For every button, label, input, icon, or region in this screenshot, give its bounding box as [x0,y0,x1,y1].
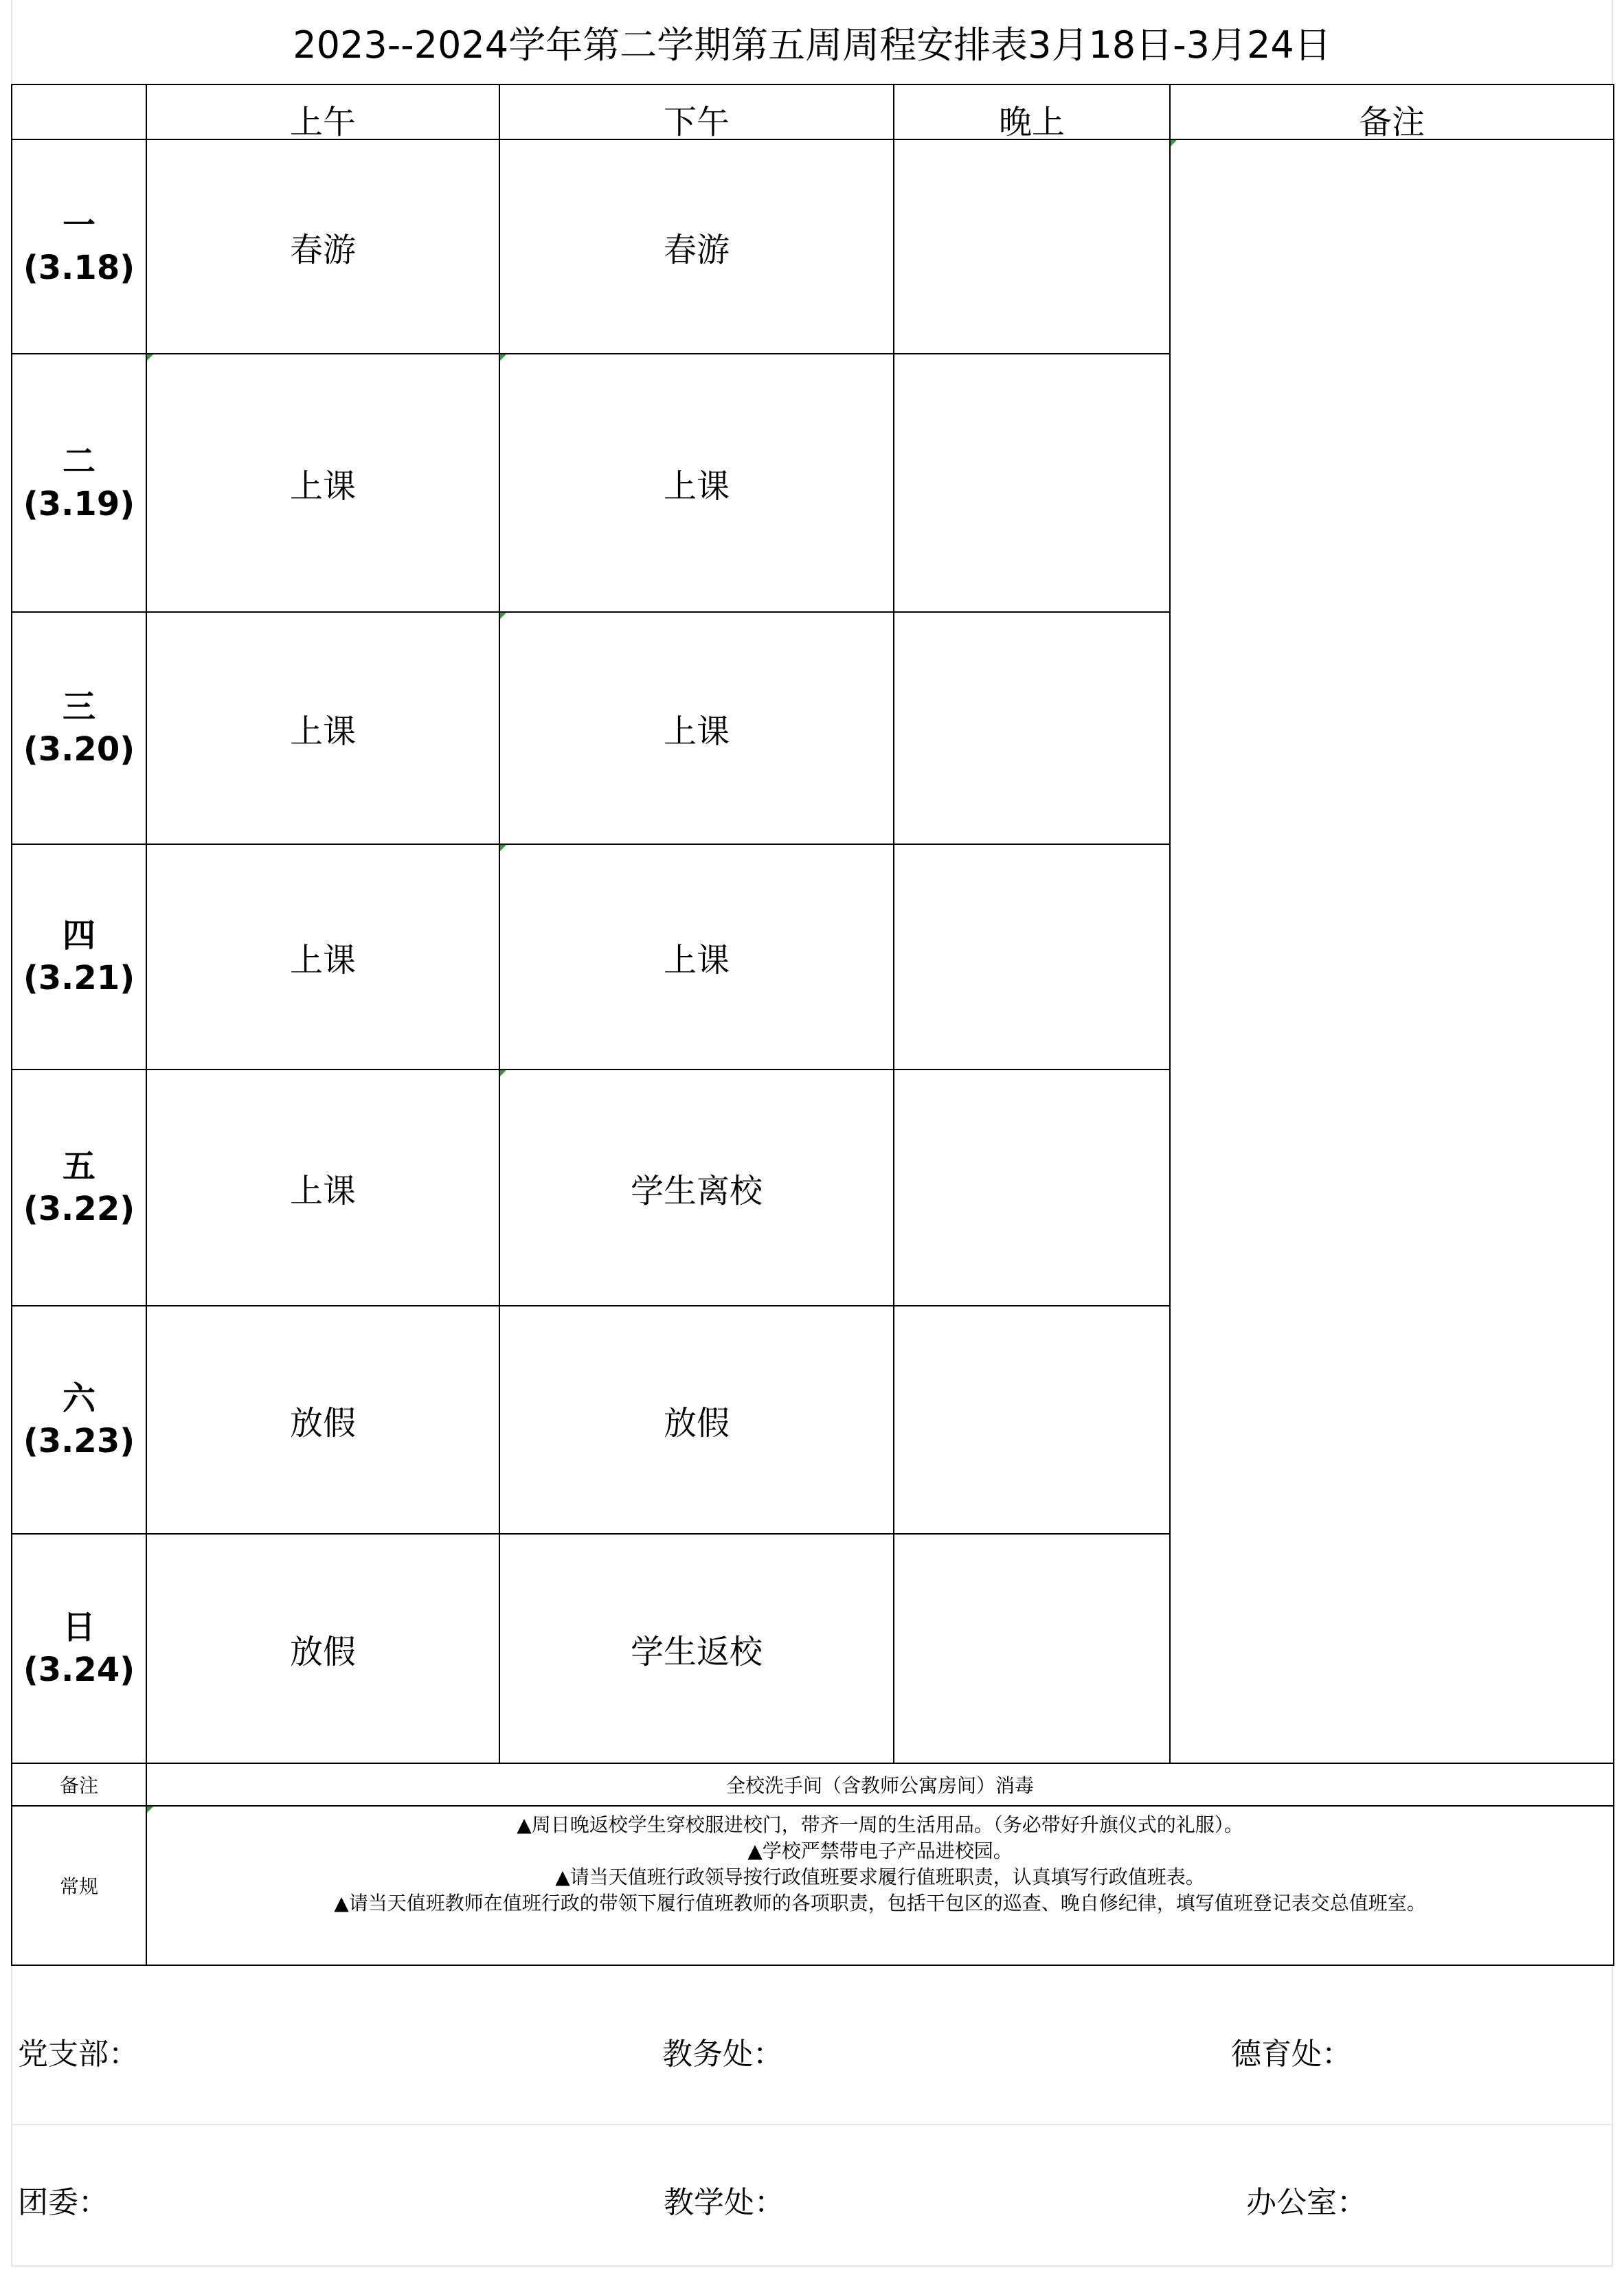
day-label: 六 (3.23) [12,1306,146,1534]
remarks-text: 全校洗手间（含教师公寓房间）消毒 [146,1763,1614,1806]
header-row [12,84,1614,139]
evening-cell [894,1534,1170,1763]
header-blank [12,84,146,139]
signature-teaching: 教学处： [664,2185,785,2220]
evening-cell [894,354,1170,612]
day-row [12,139,1614,354]
morning-cell: 放假 [146,1534,499,1763]
morning-cell: 上课 [146,1069,499,1306]
notes-column-cell [1170,139,1614,1763]
afternoon-cell: 上课 [499,844,894,1069]
afternoon-cell: 学生离校 [499,1069,894,1306]
page-title: 2023--2024学年第二学期第五周周程安排表3月18日-3月24日 [11,0,1613,84]
afternoon-cell: 学生返校 [499,1534,894,1763]
routine-notes [146,1806,1614,1965]
day-label: 四 (3.21) [12,844,146,1069]
day-label: 二 (3.19) [12,354,146,612]
afternoon-cell: 上课 [499,354,894,612]
evening-cell [894,844,1170,1069]
morning-cell: 上课 [146,612,499,844]
signature-party: 党支部： [18,2037,139,2072]
header-morning: 上午 [146,84,499,139]
day-label: 日 (3.24) [12,1534,146,1763]
routine-line: ▲周日晚返校学生穿校服进校门，带齐一周的生活用品。（务必带好升旗仪式的礼服）。 [517,1813,1243,1836]
signature-moral-education: 德育处： [1231,2037,1352,2072]
evening-cell [894,1069,1170,1306]
signature-row-1 [11,1966,1613,2125]
remarks-label: 备注 [12,1763,146,1806]
signature-office: 办公室： [1246,2185,1367,2220]
morning-cell: 放假 [146,1306,499,1534]
evening-cell [894,139,1170,354]
header-notes: 备注 [1170,84,1614,139]
day-label: 五 (3.22) [12,1069,146,1306]
afternoon-cell: 放假 [499,1306,894,1534]
signature-academic-affairs: 教务处： [662,2037,783,2072]
routine-row [12,1806,1614,1965]
routine-label: 常规 [12,1806,146,1965]
morning-cell: 上课 [146,354,499,612]
routine-line: ▲请当天值班教师在值班行政的带领下履行值班教师的各项职责，包括干包区的巡查、晚自修纪律，填写值班登记表交总值班室。 [334,1892,1426,1914]
header-afternoon: 下午 [499,84,894,139]
morning-cell: 上课 [146,844,499,1069]
signature-youth-league: 团委： [18,2185,109,2220]
afternoon-cell: 上课 [499,612,894,844]
day-label: 一 (3.18) [12,139,146,354]
header-evening: 晚上 [894,84,1170,139]
routine-line: ▲学校严禁带电子产品进校园。 [747,1840,1013,1862]
day-label: 三 (3.20) [12,612,146,844]
evening-cell [894,612,1170,844]
evening-cell [894,1306,1170,1534]
signature-row-2 [11,2125,1613,2267]
routine-line: ▲请当天值班行政领导按行政值班要求履行值班职责，认真填写行政值班表。 [555,1866,1205,1888]
morning-cell: 春游 [146,139,499,354]
remarks-row [12,1763,1614,1806]
schedule-table [11,84,1614,1966]
afternoon-cell: 春游 [499,139,894,354]
